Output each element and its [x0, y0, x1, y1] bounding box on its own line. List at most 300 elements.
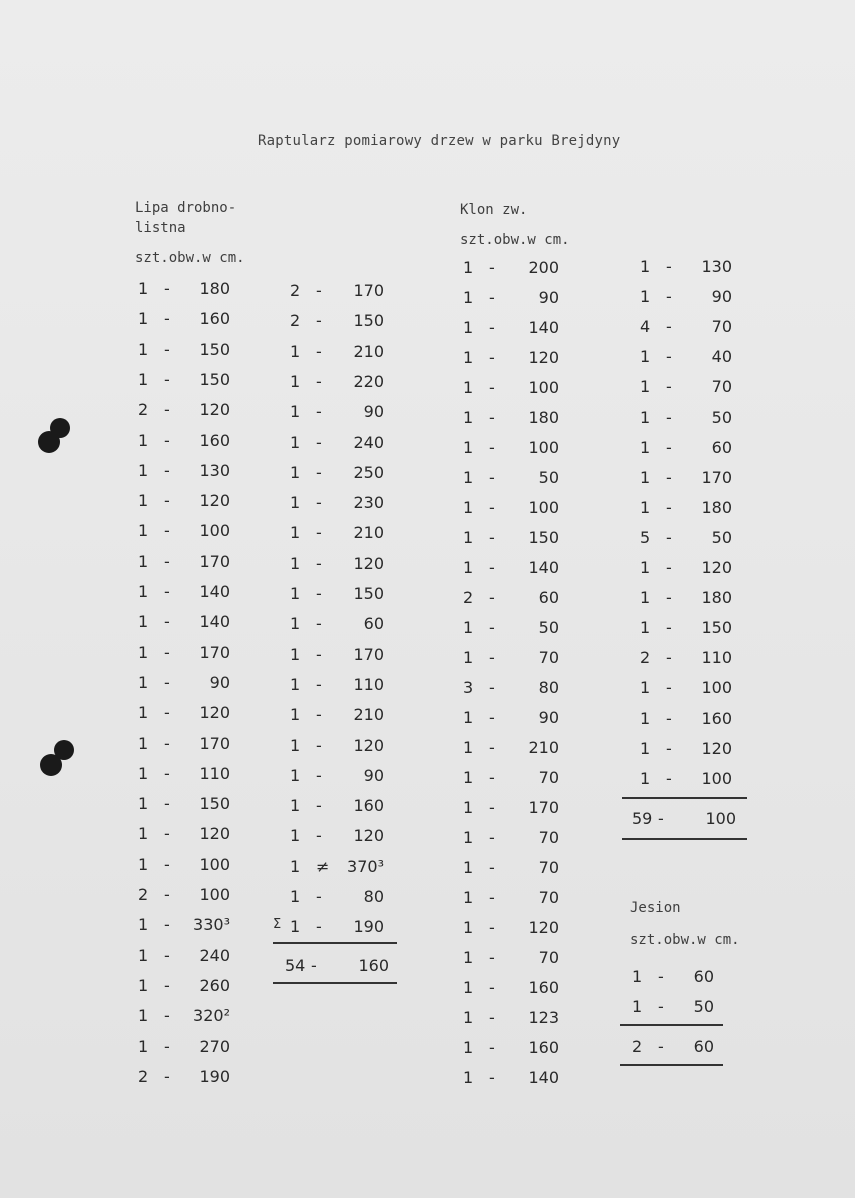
klon-row-separator: - [666, 257, 672, 276]
lipa-row-separator: - [316, 311, 322, 331]
lipa-row-circumference: 210 [353, 341, 384, 361]
lipa-row-circumference: 210 [353, 705, 384, 725]
klon-row-separator: - [489, 498, 495, 517]
klon-row-separator: - [666, 317, 672, 337]
lipa-row-separator: - [316, 432, 322, 452]
lipa-row-separator: - [316, 584, 322, 603]
klon-row-separator: - [489, 648, 495, 667]
klon-row-separator: - [489, 738, 495, 757]
lipa-row-separator: - [316, 826, 322, 846]
lipa-row-count: 1 [290, 826, 301, 846]
klon-row-separator: - [666, 437, 672, 457]
klon-row-count: 1 [640, 257, 651, 276]
lipa-row-circumference: 160 [199, 309, 230, 329]
klon-row-count: 1 [640, 738, 651, 758]
klon-row-separator: - [489, 348, 495, 367]
lipa-row-circumference: 210 [353, 523, 384, 543]
klon-row-count: 1 [463, 318, 474, 337]
jesion-row-circumference: 50 [693, 997, 714, 1016]
lipa-row-count: 1 [290, 887, 301, 906]
klon-row-circumference: 160 [528, 978, 559, 997]
lipa-row-count: 1 [138, 1036, 149, 1056]
klon-row-separator: - [666, 738, 672, 758]
lipa-row-separator: - [164, 279, 170, 298]
klon-row-count: 1 [463, 288, 474, 307]
lipa-row-count: 1 [290, 796, 301, 816]
lipa-sum-line-bottom [273, 982, 397, 984]
jesion-name: Jesion [630, 900, 681, 916]
lipa-row-circumference: 140 [199, 582, 230, 601]
lipa-row-circumference: 100 [199, 885, 230, 904]
klon-row-circumference: 200 [528, 258, 559, 277]
klon-row-count: 1 [463, 708, 474, 727]
lipa-row-separator: - [164, 339, 170, 359]
lipa-row-separator: - [316, 644, 322, 664]
lipa-row-separator: - [316, 614, 322, 634]
klon-row-count: 1 [463, 888, 474, 907]
klon-row-count: 1 [463, 828, 474, 847]
jesion-sum-line-top [620, 1024, 723, 1026]
sum-mark: Σ [273, 917, 282, 932]
lipa-row-count: 1 [290, 765, 301, 785]
klon-row-count: 1 [640, 467, 651, 487]
klon-row-circumference: 140 [528, 318, 559, 337]
klon-row-circumference: 100 [701, 678, 732, 698]
lipa-row-separator: - [316, 917, 322, 937]
lipa-row-count: 1 [138, 794, 149, 814]
lipa-row-count: 1 [138, 672, 149, 692]
klon-row-circumference: 90 [538, 288, 559, 307]
jesion-row-separator: - [658, 997, 664, 1016]
jesion-row-count: 1 [632, 967, 643, 986]
klon-row-count: 1 [463, 978, 474, 997]
lipa-row-circumference: 120 [199, 824, 230, 844]
klon-row-separator: - [489, 588, 495, 607]
klon-row-count: 1 [463, 468, 474, 487]
klon-row-count: 1 [463, 348, 474, 367]
lipa-row-count: 1 [138, 1006, 149, 1026]
klon-row-count: 5 [640, 527, 651, 547]
lipa-row-count: 1 [290, 371, 301, 391]
lipa-row-separator: - [316, 493, 322, 513]
klon-row-circumference: 70 [538, 858, 559, 877]
lipa-row-circumference: 170 [353, 644, 384, 664]
klon-row-separator: - [489, 258, 495, 277]
klon-row-circumference: 140 [528, 558, 559, 577]
klon-row-count: 3 [463, 678, 474, 697]
klon-row-circumference: 50 [711, 527, 732, 547]
lipa-row-separator: - [164, 430, 170, 450]
klon-row-circumference: 120 [701, 558, 732, 577]
klon-row-separator: - [489, 978, 495, 997]
klon-row-count: 2 [463, 588, 474, 607]
klon-row-separator: - [489, 1068, 495, 1087]
klon-row-separator: - [666, 347, 672, 367]
lipa-row-circumference: 170 [199, 551, 230, 571]
lipa-row-separator: - [164, 672, 170, 692]
lipa-row-separator: ≠ [316, 856, 330, 876]
klon-row-circumference: 130 [701, 257, 732, 276]
lipa-row-count: 1 [290, 553, 301, 573]
lipa-total-row-count: 54 [285, 956, 306, 975]
lipa-row-circumference: 150 [199, 369, 230, 389]
lipa-row-circumference: 170 [353, 281, 384, 300]
lipa-row-count: 1 [138, 854, 149, 874]
lipa-sum-line-top [273, 942, 397, 944]
klon-row-circumference: 180 [701, 588, 732, 608]
klon-row-circumference: 70 [538, 768, 559, 787]
klon-row-circumference: 50 [711, 407, 732, 427]
klon-row-count: 1 [640, 768, 651, 788]
klon-row-circumference: 90 [538, 708, 559, 727]
lipa-row-circumference: 90 [209, 672, 230, 692]
lipa-row-circumference: 60 [363, 614, 384, 634]
lipa-row-count: 1 [138, 733, 149, 753]
lipa-row-count: 1 [138, 460, 149, 480]
klon-row-circumference: 100 [528, 438, 559, 457]
lipa-row-circumference: 220 [353, 371, 384, 391]
klon-row-count: 1 [463, 918, 474, 937]
klon-row-circumference: 40 [711, 347, 732, 367]
klon-name: Klon zw. [460, 202, 528, 218]
lipa-row-count: 1 [138, 582, 149, 601]
lipa-row-circumference: 120 [353, 553, 384, 573]
lipa-row-separator: - [316, 553, 322, 573]
klon-row-circumference: 90 [711, 287, 732, 307]
klon-row-circumference: 70 [538, 948, 559, 967]
page-title: Raptularz pomiarowy drzew w parku Brejdyny [258, 133, 621, 149]
lipa-row-separator: - [164, 612, 170, 632]
klon-row-separator: - [666, 497, 672, 517]
klon-row-count: 1 [640, 497, 651, 517]
lipa-row-circumference: 260 [199, 975, 230, 995]
klon-row-circumference: 70 [538, 888, 559, 907]
klon-row-count: 1 [463, 438, 474, 457]
lipa-row-count: 1 [138, 763, 149, 783]
klon-row-count: 1 [640, 437, 651, 457]
lipa-row-separator: - [316, 796, 322, 816]
lipa-row-separator: - [316, 281, 322, 300]
punch-hole [50, 418, 70, 438]
lipa-row-count: 1 [138, 642, 149, 662]
klon-row-count: 1 [640, 347, 651, 367]
lipa-row-separator: - [164, 794, 170, 814]
klon-row-count: 1 [640, 588, 651, 608]
klon-row-count: 1 [640, 618, 651, 638]
klon-row-circumference: 150 [701, 618, 732, 638]
lipa-row-separator: - [164, 975, 170, 995]
klon-row-separator: - [489, 408, 495, 427]
klon-row-separator: - [489, 768, 495, 787]
lipa-row-separator: - [316, 523, 322, 543]
lipa-row-separator: - [164, 945, 170, 965]
klon-row-count: 1 [640, 708, 651, 728]
klon-row-separator: - [489, 438, 495, 457]
lipa-row-count: 1 [138, 551, 149, 571]
lipa-row-count: 1 [290, 644, 301, 664]
klon-row-separator: - [666, 618, 672, 638]
klon-row-count: 1 [463, 648, 474, 667]
lipa-row-count: 1 [138, 339, 149, 359]
jesion-sum-line-bottom [620, 1064, 723, 1066]
klon-row-separator: - [666, 527, 672, 547]
lipa-row-circumference: 330³ [193, 915, 230, 935]
lipa-row-circumference: 250 [353, 462, 384, 482]
klon-row-separator: - [489, 558, 495, 577]
lipa-row-circumference: 150 [353, 584, 384, 603]
lipa-row-count: 1 [138, 430, 149, 450]
lipa-row-separator: - [164, 854, 170, 874]
klon-row-circumference: 123 [528, 1008, 559, 1027]
klon-row-circumference: 170 [528, 798, 559, 817]
klon-row-circumference: 60 [538, 588, 559, 607]
lipa-row-circumference: 320² [193, 1006, 230, 1026]
lipa-row-circumference: 100 [199, 521, 230, 541]
lipa-row-count: 2 [290, 281, 301, 300]
klon-row-circumference: 120 [701, 738, 732, 758]
lipa-row-separator: - [164, 369, 170, 389]
lipa-row-circumference: 110 [199, 763, 230, 783]
klon-row-circumference: 170 [701, 467, 732, 487]
klon-row-count: 1 [640, 377, 651, 397]
lipa-row-circumference: 90 [363, 402, 384, 422]
lipa-row-circumference: 150 [199, 794, 230, 814]
klon-row-circumference: 70 [711, 317, 732, 337]
klon-row-count: 1 [463, 498, 474, 517]
lipa-row-circumference: 240 [199, 945, 230, 965]
klon-sum-line-top [622, 797, 747, 799]
lipa-row-count: 2 [138, 400, 149, 420]
lipa-row-separator: - [316, 887, 322, 906]
lipa-row-separator: - [316, 402, 322, 422]
klon-row-count: 1 [640, 287, 651, 307]
lipa-row-circumference: 120 [199, 703, 230, 723]
lipa-row-circumference: 170 [199, 733, 230, 753]
lipa-row-count: 1 [290, 856, 301, 876]
klon-row-separator: - [489, 528, 495, 547]
lipa-row-circumference: 160 [353, 796, 384, 816]
klon-row-count: 1 [463, 558, 474, 577]
lipa-row-separator: - [164, 885, 170, 904]
lipa-row-count: 1 [290, 674, 301, 694]
jesion-row-circumference: 60 [693, 967, 714, 986]
klon-row-count: 1 [463, 948, 474, 967]
lipa-row-count: 2 [290, 311, 301, 331]
lipa-row-circumference: 120 [199, 400, 230, 420]
klon-row-separator: - [489, 318, 495, 337]
lipa-row-circumference: 110 [353, 674, 384, 694]
lipa-total-row-separator: - [311, 956, 317, 975]
lipa-row-circumference: 100 [199, 854, 230, 874]
lipa-name-line1: Lipa drobno- [135, 200, 237, 216]
klon-row-circumference: 100 [701, 768, 732, 788]
klon-row-count: 1 [463, 1008, 474, 1027]
lipa-row-count: 1 [138, 491, 149, 511]
lipa-row-circumference: 120 [353, 826, 384, 846]
klon-row-separator: - [489, 918, 495, 937]
lipa-row-circumference: 170 [199, 642, 230, 662]
lipa-row-count: 1 [290, 614, 301, 634]
klon-row-circumference: 70 [538, 828, 559, 847]
lipa-row-circumference: 270 [199, 1036, 230, 1056]
klon-row-separator: - [489, 948, 495, 967]
lipa-row-separator: - [164, 551, 170, 571]
lipa-row-circumference: 240 [353, 432, 384, 452]
klon-row-separator: - [666, 768, 672, 788]
lipa-row-count: 2 [138, 885, 149, 904]
klon-row-separator: - [489, 1038, 495, 1057]
klon-row-separator: - [666, 377, 672, 397]
lipa-row-separator: - [164, 521, 170, 541]
lipa-row-count: 1 [290, 493, 301, 513]
klon-row-circumference: 50 [538, 618, 559, 637]
klon-row-count: 1 [640, 558, 651, 577]
jesion-total-row-circumference: 60 [693, 1037, 714, 1056]
klon-row-count: 4 [640, 317, 651, 337]
klon-row-circumference: 50 [538, 468, 559, 487]
klon-column-header: szt.obw.w cm. [460, 232, 570, 248]
klon-row-circumference: 210 [528, 738, 559, 757]
lipa-row-circumference: 370³ [347, 856, 384, 876]
klon-row-circumference: 160 [701, 708, 732, 728]
lipa-row-circumference: 140 [199, 612, 230, 632]
lipa-row-count: 1 [290, 341, 301, 361]
lipa-row-separator: - [164, 763, 170, 783]
lipa-row-circumference: 160 [199, 430, 230, 450]
klon-total-row-count: 59 [632, 809, 653, 828]
lipa-row-count: 1 [290, 584, 301, 603]
lipa-row-separator: - [164, 491, 170, 511]
klon-row-count: 1 [463, 378, 474, 397]
lipa-row-count: 1 [290, 432, 301, 452]
lipa-row-separator: - [316, 371, 322, 391]
klon-row-count: 1 [463, 768, 474, 787]
lipa-row-circumference: 180 [199, 279, 230, 298]
lipa-row-separator: - [316, 462, 322, 482]
klon-row-count: 1 [640, 407, 651, 427]
lipa-row-count: 1 [138, 521, 149, 541]
klon-row-separator: - [489, 1008, 495, 1027]
lipa-row-count: 1 [138, 703, 149, 723]
klon-row-count: 1 [463, 618, 474, 637]
klon-row-separator: - [489, 708, 495, 727]
lipa-row-count: 1 [138, 945, 149, 965]
klon-total-row-circumference: 100 [705, 809, 736, 828]
klon-row-separator: - [666, 708, 672, 728]
klon-row-circumference: 60 [711, 437, 732, 457]
jesion-row-count: 1 [632, 997, 643, 1016]
klon-row-separator: - [489, 618, 495, 637]
lipa-row-circumference: 150 [353, 311, 384, 331]
lipa-row-separator: - [164, 1036, 170, 1056]
lipa-name-line2: listna [135, 220, 186, 236]
lipa-row-separator: - [316, 674, 322, 694]
klon-row-circumference: 70 [538, 648, 559, 667]
klon-row-separator: - [489, 798, 495, 817]
lipa-row-count: 2 [138, 1066, 149, 1086]
klon-row-separator: - [666, 558, 672, 577]
lipa-row-separator: - [164, 582, 170, 601]
lipa-row-separator: - [164, 642, 170, 662]
lipa-row-circumference: 190 [353, 917, 384, 937]
klon-total-row-separator: - [658, 809, 664, 828]
lipa-row-count: 1 [138, 279, 149, 298]
klon-row-circumference: 180 [701, 497, 732, 517]
lipa-row-separator: - [316, 765, 322, 785]
klon-row-count: 1 [463, 738, 474, 757]
klon-row-count: 1 [463, 858, 474, 877]
jesion-column-header: szt.obw.w cm. [630, 932, 740, 948]
klon-row-separator: - [489, 288, 495, 307]
lipa-row-count: 1 [138, 915, 149, 935]
klon-row-count: 1 [463, 1038, 474, 1057]
lipa-row-circumference: 230 [353, 493, 384, 513]
lipa-row-separator: - [164, 1006, 170, 1026]
lipa-row-count: 1 [290, 917, 301, 937]
klon-row-circumference: 70 [711, 377, 732, 397]
lipa-row-count: 1 [290, 523, 301, 543]
jesion-row-separator: - [658, 967, 664, 986]
klon-row-count: 1 [463, 408, 474, 427]
lipa-row-circumference: 190 [199, 1066, 230, 1086]
klon-row-count: 1 [640, 678, 651, 698]
klon-row-separator: - [489, 888, 495, 907]
lipa-row-count: 1 [138, 824, 149, 844]
klon-row-separator: - [489, 858, 495, 877]
klon-row-circumference: 150 [528, 528, 559, 547]
lipa-row-count: 1 [138, 612, 149, 632]
klon-row-count: 1 [463, 798, 474, 817]
klon-row-circumference: 100 [528, 498, 559, 517]
klon-row-separator: - [489, 378, 495, 397]
klon-row-count: 2 [640, 648, 651, 668]
klon-row-count: 1 [463, 1068, 474, 1087]
lipa-row-circumference: 80 [363, 887, 384, 906]
klon-row-circumference: 80 [538, 678, 559, 697]
lipa-row-count: 1 [138, 309, 149, 329]
lipa-row-separator: - [164, 1066, 170, 1086]
lipa-row-circumference: 150 [199, 339, 230, 359]
lipa-row-separator: - [164, 703, 170, 723]
lipa-row-circumference: 130 [199, 460, 230, 480]
lipa-row-separator: - [164, 309, 170, 329]
lipa-row-separator: - [164, 733, 170, 753]
lipa-row-separator: - [316, 735, 322, 755]
klon-row-count: 1 [463, 258, 474, 277]
klon-sum-line-bottom [622, 838, 747, 840]
lipa-row-separator: - [164, 400, 170, 420]
jesion-total-row-separator: - [658, 1037, 664, 1056]
lipa-total-row-circumference: 160 [358, 956, 389, 975]
klon-row-circumference: 180 [528, 408, 559, 427]
lipa-row-separator: - [164, 460, 170, 480]
lipa-row-separator: - [316, 341, 322, 361]
lipa-row-count: 1 [138, 369, 149, 389]
klon-row-separator: - [666, 287, 672, 307]
punch-hole [54, 740, 74, 760]
klon-row-circumference: 120 [528, 918, 559, 937]
klon-row-circumference: 120 [528, 348, 559, 367]
lipa-row-count: 1 [290, 705, 301, 725]
lipa-row-circumference: 120 [199, 491, 230, 511]
lipa-row-circumference: 120 [353, 735, 384, 755]
jesion-total-row-count: 2 [632, 1037, 643, 1056]
lipa-row-circumference: 90 [363, 765, 384, 785]
klon-row-separator: - [666, 588, 672, 608]
lipa-row-count: 1 [290, 402, 301, 422]
klon-row-separator: - [489, 828, 495, 847]
klon-row-separator: - [666, 467, 672, 487]
